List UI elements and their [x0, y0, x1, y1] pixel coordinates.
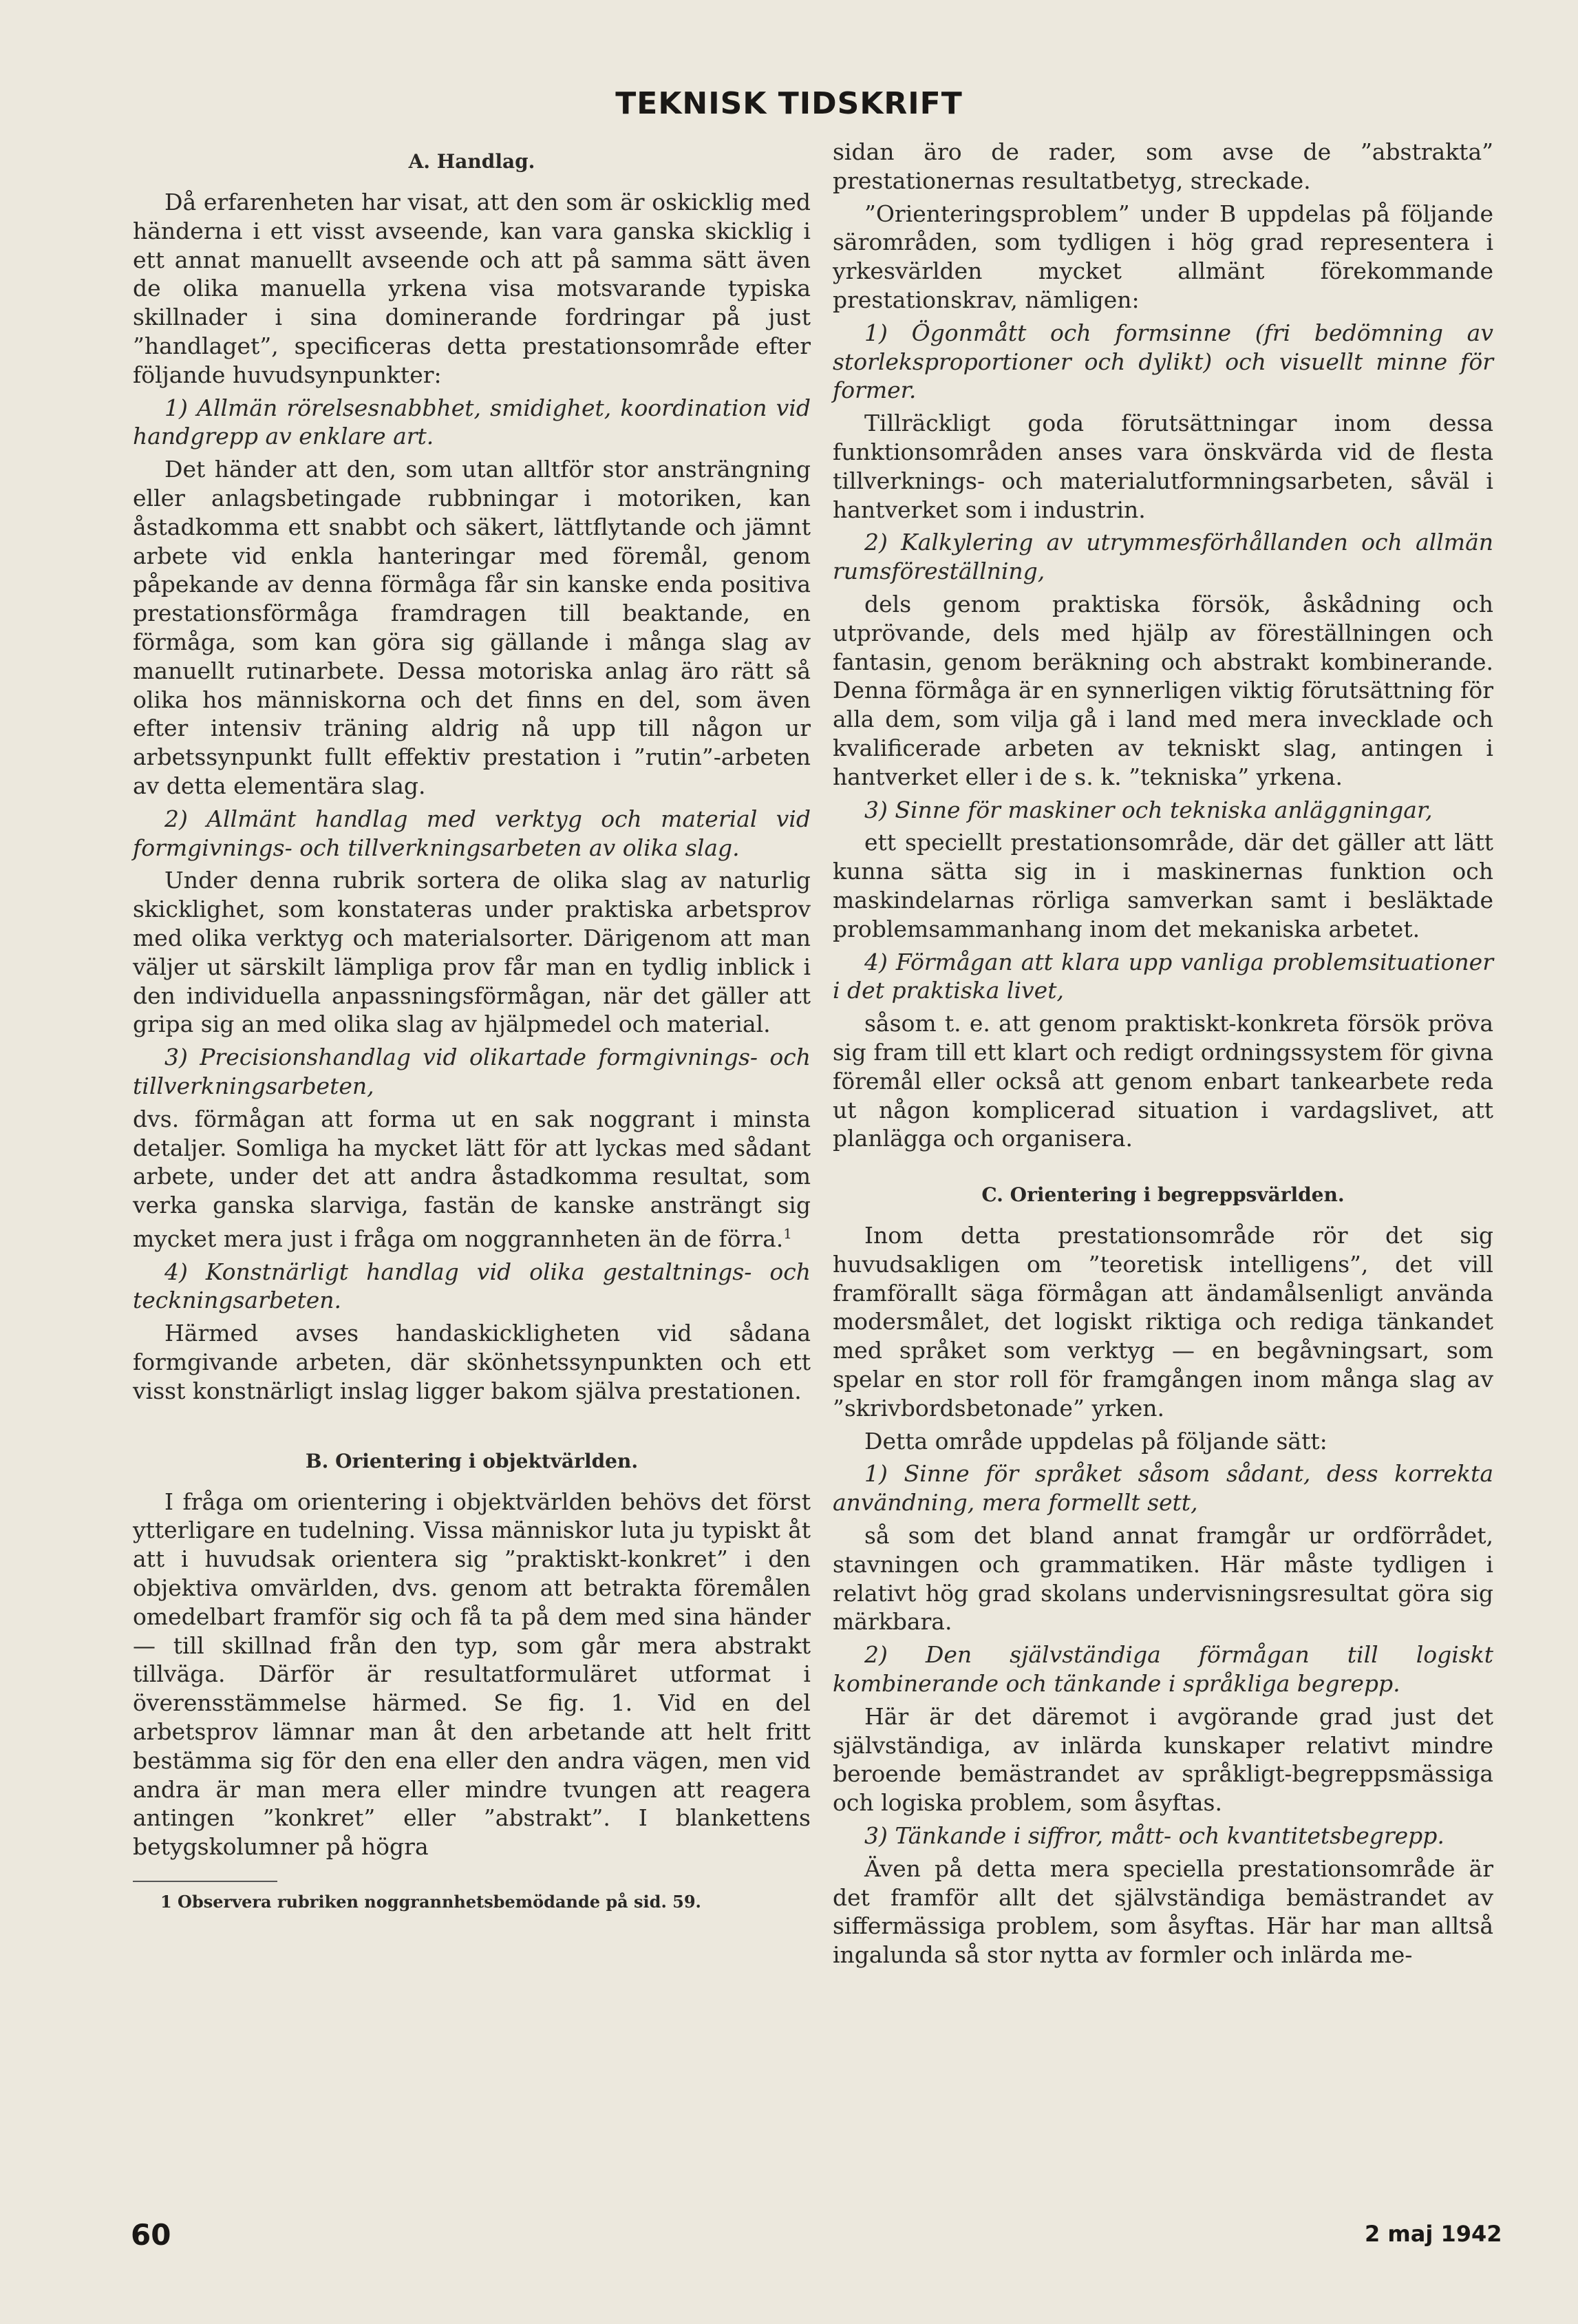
item-heading: 1) Ögonmått och formsinne (fri bedömning av storleksproportioner och dylikt) och visuellt minne för former. — [833, 319, 1493, 404]
section-heading-b: B. Orientering i objektvärlden. — [305, 1449, 639, 1472]
paragraph-text: dvs. förmågan att forma ut en sak noggrant i minsta detaljer. Somliga ha mycket lätt för att lyckas med sådant arbete, under det att andra åstadkomma resultat, som verka ganska slarviga, fastän de kanske ansträngt sig mycket mera just i fråga om noggrannheten än de förra. — [133, 1105, 811, 1252]
paragraph: I fråga om orientering i objektvärlden behövs det först ytterligare en tudelning. Vissa människor luta ju typiskt åt att i huvudsak orientera sig ”praktiskt-konkret” i den objektiva omvärlden, dvs. genom att betrakta föremålen omedelbart framför sig och få ta på dem med sina händer — till skillnad från den typ, som går mera abstrakt tillväga. Därför är resultatformuläret utformat i överensstämmelse härmed. Se fig. 1. Vid en del arbetsprov lämnar man åt den arbetande att helt fritt bestämma sig för den ena eller den andra vägen, men vid andra är man mera eller mindre tvungen att reagera antingen ”konkret” eller ”abstrakt”. I blankettens betygskolumner på högra — [133, 1488, 811, 1861]
item-heading: 2) Allmänt handlag med verktyg och material vid formgivnings- och tillverkningsarbeten av olika slag. — [133, 805, 811, 861]
section-heading-c: C. Orientering i begreppsvärlden. — [981, 1183, 1345, 1207]
paragraph: Då erfarenheten har visat, att den som är oskicklig med händerna i ett visst avseende, kan vara ganska skicklig i ett annat manuellt avseende och att på samma sätt även de olika manuella yrkena visa motsvarande typiska skillnader i sina dominerande fordringar på just ”handlaget”, specificeras detta prestationsområde efter följande huvudsynpunkter: — [133, 189, 811, 388]
paragraph: Inom detta prestationsområde rör det sig huvudsakligen om ”teoretisk intelligens”, det vill framförallt säga förmågan att ändamålsenligt använda modersmålet, det logiskt riktiga och rediga tänkandet med språket som verktyg — en begåvningsart, som spelar en stor roll för framgången inom många slag av ”skrivbordsbetonade” yrken. — [833, 1222, 1493, 1422]
item-heading: 4) Konstnärligt handlag vid olika gestaltnings- och teckningsarbeten. — [133, 1258, 811, 1314]
section-heading-a: A. Handlag. — [408, 150, 535, 173]
running-header: TEKNISK TIDSKRIFT — [615, 86, 963, 121]
paragraph: Även på detta mera speciella prestationsområde är det framför allt det självständiga bemästrandet av siffermässiga problem, som åsyftas. Här har man alltså ingalunda så stor nytta av formler och inlärda me- — [833, 1855, 1493, 1969]
paragraph: Det händer att den, som utan alltför stor ansträngning eller anlagsbetingade rubbningar i motoriken, kan åstadkomma ett snabbt och säkert, lättflytande och jämnt arbete vid enkla hanteringar med föremål, genom påpekande av denna förmåga får sin kanske enda positiva prestationsförmåga framdragen till beaktande, en förmåga, som kan göra sig gällande i många slag av manuellt rutinarbete. Dessa motoriska anlag äro rätt så olika hos människorna och det finns en del, som även efter intensiv träning aldrig nå upp till någon ur arbetssynpunkt fullt effektiv prestation i ”rutin”-arbeten av detta elementära slag. — [133, 456, 811, 799]
paragraph: så som det bland annat framgår ur ordförrådet, stavningen och grammatiken. Här måste tydligen i relativt hög grad skolans undervisningsresultat göra sig märkbara. — [833, 1522, 1493, 1636]
right-column — [833, 138, 1493, 1974]
paragraph: Tillräckligt goda förutsättningar inom dessa funktionsområden anses vara önskvärda vid de flesta tillverknings- och materialutformningsarbeten, såväl i hantverket som i industrin. — [833, 410, 1493, 523]
paragraph: Härmed avses handaskickligheten vid sådana formgivande arbeten, där skönhetssynpunkten och ett visst konstnärligt inslag ligger bakom själva prestationen. — [133, 1320, 811, 1404]
item-heading: 3) Precisionshandlag vid olikartade formgivnings- och tillverkningsarbeten, — [133, 1044, 811, 1099]
footnote-rule — [133, 1881, 277, 1882]
paragraph: Här är det däremot i avgörande grad just det självständiga, av inlärda kunskaper relativt mindre beroende bemästrandet av språkligt-begreppsmässiga och logiska problem, som åsyftas. — [833, 1702, 1493, 1817]
paragraph: ett speciellt prestationsområde, där det gäller att lätt kunna sätta sig in i maskinernas funktion och maskindelarnas rörliga samverkan samt i besläktade problemsammanhang inom det mekaniska arbetet. — [833, 829, 1493, 942]
footnote: 1 Observera rubriken noggrannhetsbemödande på sid. 59. — [160, 1892, 701, 1912]
page-number: 60 — [131, 2218, 171, 2252]
footnote-marker: 1 — [783, 1225, 793, 1242]
paragraph — [133, 1105, 811, 1254]
item-heading: 3) Tänkande i siffror, mått- och kvantitetsbegrepp. — [864, 1822, 1444, 1850]
item-heading: 4) Förmågan att klara upp vanliga problemsituationer i det praktiska livet, — [833, 948, 1493, 1004]
paragraph: dels genom praktiska försök, åskådning och utprövande, dels med hjälp av föreställningen och fantasin, genom beräkning och abstrakt kombinerande. Denna förmåga är en synnerligen viktig förutsättning för alla dem, som vilja gå i land med mera invecklade och kvalificerade arbeten av tekniskt slag, antingen i hantverket eller i de s. k. ”tekniska” yrkena. — [833, 590, 1493, 790]
item-heading: 2) Kalkylering av utrymmesförhållanden och allmän rumsföreställning, — [833, 529, 1493, 585]
paragraph: Detta område uppdelas på följande sätt: — [864, 1427, 1328, 1455]
paragraph: sidan äro de rader, som avse de ”abstrakta” prestationernas resultatbetyg, streckade. — [833, 138, 1493, 194]
left-column — [133, 138, 811, 1912]
paragraph: Under denna rubrik sortera de olika slag av naturlig skicklighet, som konstateras under praktiska arbetsprov med olika verktyg och materialsorter. Därigenom att man väljer ut särskilt lämpliga prov får man en tydlig inblick i den individuella anpassningsförmågan, när det gäller att gripa sig an med olika slag av hjälpmedel och material. — [133, 867, 811, 1038]
item-heading: 1) Allmän rörelsesnabbhet, smidighet, koordination vid handgrepp av enklare art. — [133, 394, 811, 450]
paragraph: ”Orienteringsproblem” under B uppdelas på följande särområden, som tydligen i hög grad representera i yrkesvärlden mycket allmänt förekommande prestationskrav, nämligen: — [833, 200, 1493, 313]
item-heading: 3) Sinne för maskiner och tekniska anläggningar, — [864, 796, 1433, 823]
item-heading: 1) Sinne för språket såsom sådant, dess korrekta användning, mera formellt sett, — [833, 1460, 1493, 1517]
item-heading: 2) Den självständiga förmågan till logiskt kombinerande och tänkande i språkliga begrepp. — [833, 1641, 1493, 1698]
paragraph: såsom t. e. att genom praktiskt-konkreta försök pröva sig fram till ett klart och redigt ordningssystem för givna föremål eller också att genom enbart tankearbete reda ut någon komplicerad situation i vardagslivet, att planlägga och organisera. — [833, 1010, 1493, 1152]
issue-date: 2 maj 1942 — [1365, 2221, 1502, 2247]
